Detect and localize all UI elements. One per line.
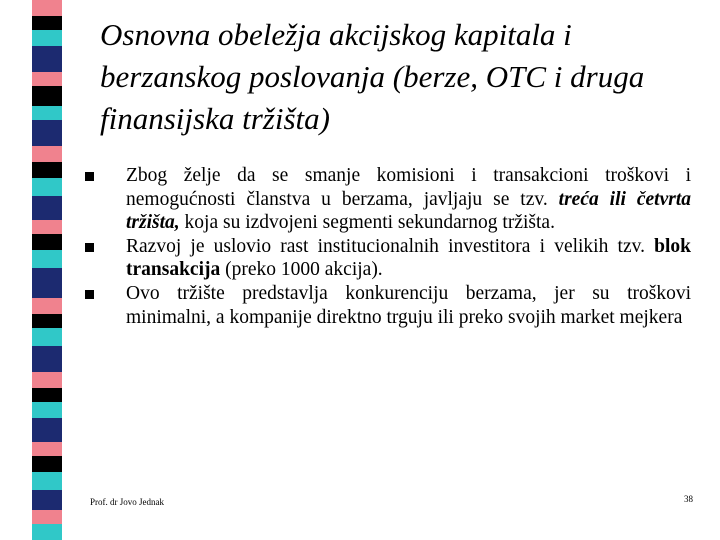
bullet-1-text-end: koja su izdvojeni segmenti sekundarnog tržišta. bbox=[179, 212, 555, 234]
strip-block bbox=[32, 456, 62, 472]
bullet-3-text: Ovo tržište predstavlja konkurenciju berzama, jer su troškovi minimalni, a kompanije direktno trguju ili preko svojih market mejkera bbox=[126, 282, 691, 328]
square-bullet-icon bbox=[85, 172, 94, 181]
strip-block bbox=[32, 472, 62, 490]
strip-block bbox=[32, 388, 62, 402]
square-bullet-icon bbox=[85, 290, 94, 299]
bullet-1-emphasis: treća ili četvrta tržišta, bbox=[126, 188, 691, 234]
strip-block bbox=[32, 402, 62, 418]
strip-block bbox=[32, 106, 62, 120]
strip-block bbox=[32, 46, 62, 72]
strip-block bbox=[32, 268, 62, 298]
strip-block bbox=[32, 298, 62, 314]
strip-block bbox=[32, 220, 62, 234]
strip-block bbox=[32, 328, 62, 346]
bullet-2-bold: blok transakcija bbox=[126, 235, 691, 281]
strip-block bbox=[32, 418, 62, 442]
strip-block bbox=[32, 524, 62, 540]
strip-block bbox=[32, 86, 62, 106]
strip-block bbox=[32, 346, 62, 372]
square-bullet-icon bbox=[85, 243, 94, 252]
strip-block bbox=[32, 510, 62, 524]
strip-block bbox=[32, 196, 62, 220]
strip-block bbox=[32, 178, 62, 196]
bullet-list bbox=[85, 164, 691, 329]
bullet-2-text-end: (preko 1000 akcija). bbox=[220, 259, 383, 281]
bullet-item-1 bbox=[85, 164, 691, 235]
bullet-item-2 bbox=[85, 235, 691, 282]
strip-block bbox=[32, 372, 62, 388]
strip-block bbox=[32, 16, 62, 30]
page-number: 38 bbox=[684, 494, 693, 504]
footer-author: Prof. dr Jovo Jednak bbox=[90, 497, 164, 507]
bullet-1-text: Zbog želje da se smanje komisioni i transakcioni troškovi i nemogućnosti članstva u berzama, javljaju se tzv. bbox=[126, 165, 691, 210]
strip-block bbox=[32, 162, 62, 178]
strip-block bbox=[32, 442, 62, 456]
strip-block bbox=[32, 120, 62, 146]
strip-block bbox=[32, 490, 62, 510]
strip-block bbox=[32, 72, 62, 86]
strip-block bbox=[32, 146, 62, 162]
slide-title: Osnovna obeležja akcijskog kapitala i berzanskog poslovanja (berze, OTC i druga finansijska tržišta) bbox=[100, 17, 645, 136]
strip-block bbox=[32, 0, 62, 16]
strip-block bbox=[32, 30, 62, 46]
strip-block bbox=[32, 314, 62, 328]
strip-block bbox=[32, 250, 62, 268]
bullet-item-3 bbox=[85, 282, 691, 329]
decorative-color-strip bbox=[32, 0, 64, 540]
strip-block bbox=[32, 234, 62, 250]
bullet-2-text: Razvoj je uslovio rast institucionalnih investitora i velikih tzv. bbox=[126, 235, 655, 257]
